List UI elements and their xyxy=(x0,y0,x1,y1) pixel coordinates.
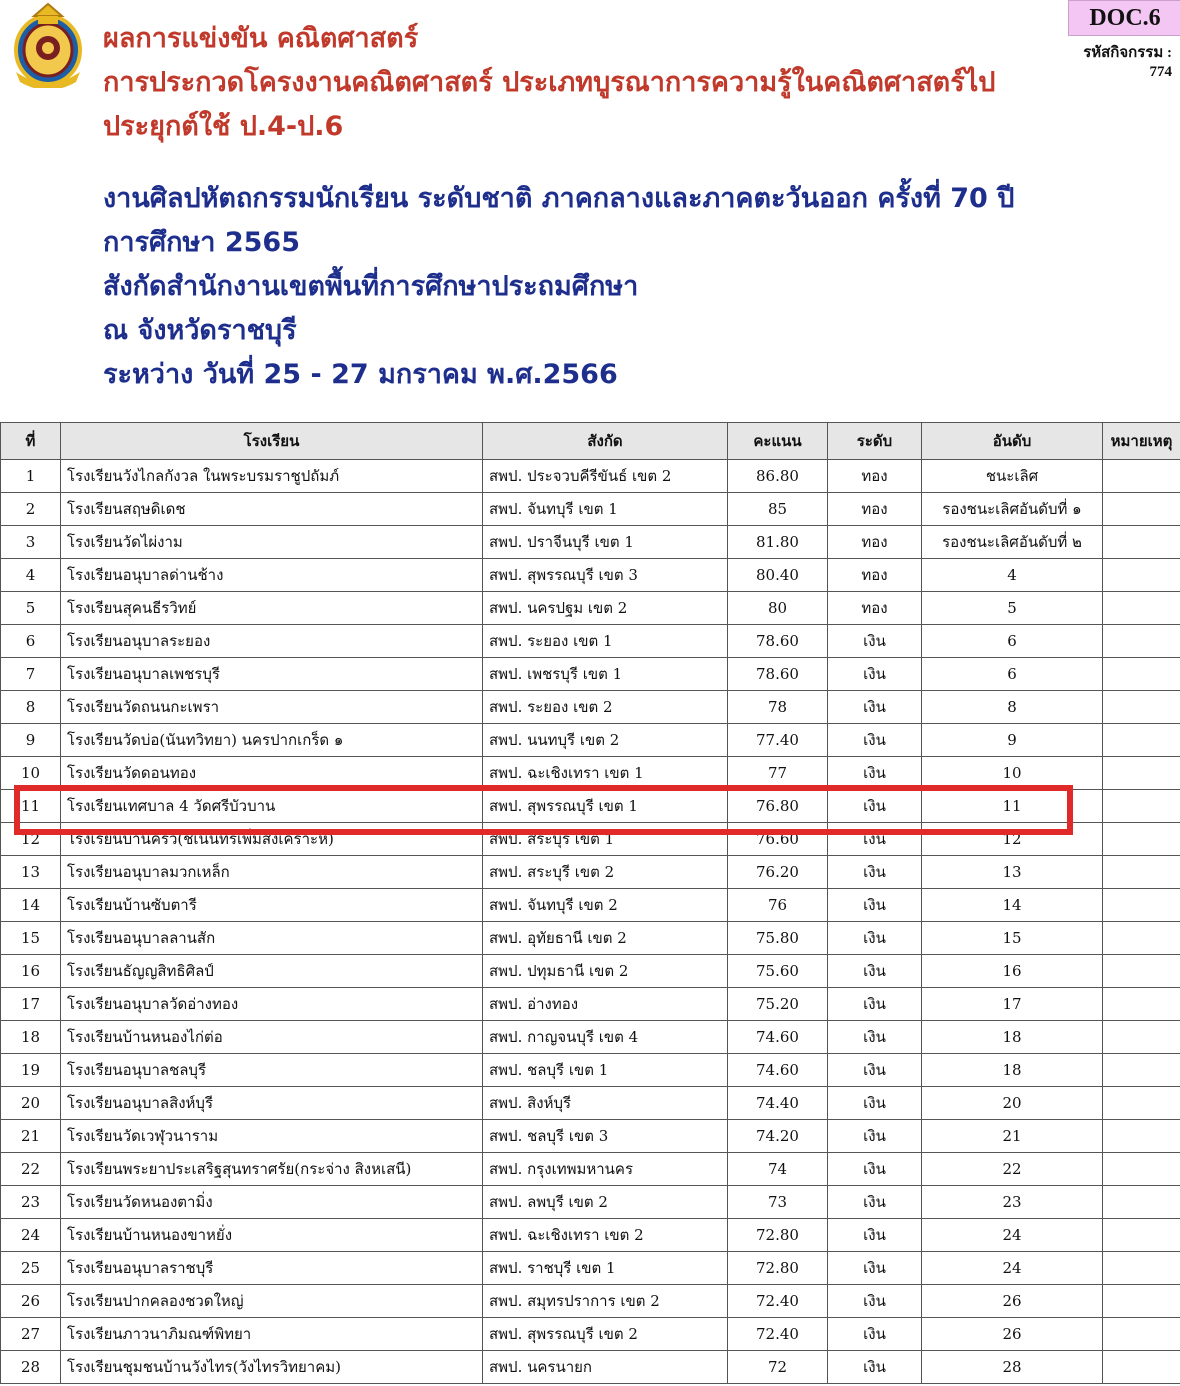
cell-affiliation: สพป. สุพรรณบุรี เขต 3 xyxy=(483,559,728,592)
cell-level: เงิน xyxy=(828,988,922,1021)
cell-school: โรงเรียนเทศบาล 4 วัดศรีบัวบาน xyxy=(61,790,483,823)
cell-remark xyxy=(1103,460,1180,493)
subtitle-line-4: ณ จังหวัดราชบุรี xyxy=(103,315,297,346)
cell-level: เงิน xyxy=(828,790,922,823)
cell-rank: 22 xyxy=(922,1153,1103,1186)
table-row xyxy=(1,460,1180,493)
table-row xyxy=(1,988,1180,1021)
cell-affiliation: สพป. ปทุมธานี เขต 2 xyxy=(483,955,728,988)
cell-rank: 24 xyxy=(922,1252,1103,1285)
subtitle-line-2: การศึกษา 2565 xyxy=(103,227,301,258)
cell-no: 23 xyxy=(1,1186,61,1219)
column-header-affiliation: สังกัด xyxy=(483,423,728,460)
cell-no: 13 xyxy=(1,856,61,889)
cell-remark xyxy=(1103,625,1180,658)
cell-affiliation: สพป. ฉะเชิงเทรา เขต 2 xyxy=(483,1219,728,1252)
table-row xyxy=(1,1087,1180,1120)
cell-affiliation: สพป. สระบุรี เขต 1 xyxy=(483,823,728,856)
cell-affiliation: สพป. กาญจนบุรี เขต 4 xyxy=(483,1021,728,1054)
table-row xyxy=(1,1285,1180,1318)
cell-score: 78 xyxy=(728,691,828,724)
cell-remark xyxy=(1103,559,1180,592)
cell-no: 2 xyxy=(1,493,61,526)
cell-affiliation: สพป. สุพรรณบุรี เขต 2 xyxy=(483,1318,728,1351)
cell-level: ทอง xyxy=(828,592,922,625)
cell-no: 18 xyxy=(1,1021,61,1054)
activity-code: 774 xyxy=(1149,64,1172,80)
cell-no: 17 xyxy=(1,988,61,1021)
table-row xyxy=(1,1186,1180,1219)
table-row xyxy=(1,1219,1180,1252)
column-header-school: โรงเรียน xyxy=(61,423,483,460)
cell-remark xyxy=(1103,790,1180,823)
cell-school: โรงเรียนอนุบาลเพชรบุรี xyxy=(61,658,483,691)
cell-level: เงิน xyxy=(828,1153,922,1186)
cell-school: โรงเรียนวัดหนองตามิ่ง xyxy=(61,1186,483,1219)
cell-rank: รองชนะเลิศอันดับที่ ๑ xyxy=(922,493,1103,526)
cell-rank: 8 xyxy=(922,691,1103,724)
emblem-logo xyxy=(8,2,88,88)
cell-score: 86.80 xyxy=(728,460,828,493)
cell-affiliation: สพป. สิงห์บุรี xyxy=(483,1087,728,1120)
cell-rank: 9 xyxy=(922,724,1103,757)
cell-remark xyxy=(1103,1087,1180,1120)
table-row xyxy=(1,691,1180,724)
cell-score: 76.80 xyxy=(728,790,828,823)
cell-school: โรงเรียนอนุบาลด่านช้าง xyxy=(61,559,483,592)
cell-rank: 23 xyxy=(922,1186,1103,1219)
cell-remark xyxy=(1103,691,1180,724)
cell-remark xyxy=(1103,1285,1180,1318)
cell-school: โรงเรียนวังไกลกังวล ในพระบรมราชูปถัมภ์ xyxy=(61,460,483,493)
cell-affiliation: สพป. กรุงเทพมหานคร xyxy=(483,1153,728,1186)
cell-level: เงิน xyxy=(828,1120,922,1153)
cell-no: 14 xyxy=(1,889,61,922)
cell-rank: 17 xyxy=(922,988,1103,1021)
cell-level: เงิน xyxy=(828,691,922,724)
cell-remark xyxy=(1103,1252,1180,1285)
cell-school: โรงเรียนบ้านซับตารี xyxy=(61,889,483,922)
cell-remark xyxy=(1103,1186,1180,1219)
cell-rank: รองชนะเลิศอันดับที่ ๒ xyxy=(922,526,1103,559)
cell-affiliation: สพป. สระบุรี เขต 2 xyxy=(483,856,728,889)
table-row xyxy=(1,625,1180,658)
cell-level: เงิน xyxy=(828,922,922,955)
cell-score: 74.60 xyxy=(728,1021,828,1054)
cell-score: 72.80 xyxy=(728,1252,828,1285)
cell-affiliation: สพป. ชลบุรี เขต 3 xyxy=(483,1120,728,1153)
cell-rank: 6 xyxy=(922,658,1103,691)
cell-no: 7 xyxy=(1,658,61,691)
cell-school: โรงเรียนบ้านหนองขาหยั่ง xyxy=(61,1219,483,1252)
table-row xyxy=(1,658,1180,691)
cell-rank: 18 xyxy=(922,1021,1103,1054)
cell-no: 9 xyxy=(1,724,61,757)
cell-remark xyxy=(1103,955,1180,988)
cell-level: เงิน xyxy=(828,823,922,856)
cell-remark xyxy=(1103,988,1180,1021)
table-row xyxy=(1,1351,1180,1384)
cell-affiliation: สพป. ชลบุรี เขต 1 xyxy=(483,1054,728,1087)
cell-school: โรงเรียนวัดไผ่งาม xyxy=(61,526,483,559)
cell-remark xyxy=(1103,1219,1180,1252)
cell-remark xyxy=(1103,1120,1180,1153)
cell-affiliation: สพป. จันทบุรี เขต 2 xyxy=(483,889,728,922)
cell-no: 3 xyxy=(1,526,61,559)
subtitle-line-5: ระหว่าง วันที่ 25 - 27 มกราคม พ.ศ.2566 xyxy=(103,359,618,390)
cell-score: 74.20 xyxy=(728,1120,828,1153)
cell-affiliation: สพป. นนทบุรี เขต 2 xyxy=(483,724,728,757)
cell-no: 28 xyxy=(1,1351,61,1384)
cell-no: 8 xyxy=(1,691,61,724)
cell-school: โรงเรียนวัดเวฬุวนาราม xyxy=(61,1120,483,1153)
cell-affiliation: สพป. ระยอง เขต 1 xyxy=(483,625,728,658)
cell-affiliation: สพป. นครนายก xyxy=(483,1351,728,1384)
subtitle-line-1: งานศิลปหัตถกรรมนักเรียน ระดับชาติ ภาคกลางและภาคตะวันออก ครั้งที่ 70 ปี xyxy=(103,183,1015,214)
cell-affiliation: สพป. ประจวบคีรีขันธ์ เขต 2 xyxy=(483,460,728,493)
cell-remark xyxy=(1103,1054,1180,1087)
table-row xyxy=(1,790,1180,823)
cell-rank: 21 xyxy=(922,1120,1103,1153)
cell-level: เงิน xyxy=(828,1087,922,1120)
cell-school: โรงเรียนชุมชนบ้านวังไทร(วังไทรวิทยาคม) xyxy=(61,1351,483,1384)
cell-no: 20 xyxy=(1,1087,61,1120)
cell-remark xyxy=(1103,1318,1180,1351)
cell-school: โรงเรียนภาวนาภิมณฑ์พิทยา xyxy=(61,1318,483,1351)
cell-rank: 5 xyxy=(922,592,1103,625)
cell-school: โรงเรียนอนุบาลระยอง xyxy=(61,625,483,658)
table-row xyxy=(1,757,1180,790)
cell-no: 12 xyxy=(1,823,61,856)
cell-level: ทอง xyxy=(828,460,922,493)
title-line-1: ผลการแข่งขัน คณิตศาสตร์ xyxy=(103,23,419,54)
cell-level: เงิน xyxy=(828,757,922,790)
cell-score: 76.20 xyxy=(728,856,828,889)
cell-rank: 18 xyxy=(922,1054,1103,1087)
activity-code-label: รหัสกิจกรรม : xyxy=(1083,45,1172,61)
cell-rank: ชนะเลิศ xyxy=(922,460,1103,493)
cell-no: 10 xyxy=(1,757,61,790)
cell-score: 75.80 xyxy=(728,922,828,955)
cell-school: โรงเรียนพระยาประเสริฐสุนทราศรัย(กระจ่าง สิงหเสนี) xyxy=(61,1153,483,1186)
cell-no: 27 xyxy=(1,1318,61,1351)
cell-school: โรงเรียนอนุบาลสิงห์บุรี xyxy=(61,1087,483,1120)
cell-affiliation: สพป. นครปฐม เขต 2 xyxy=(483,592,728,625)
title-line-3: ประยุกต์ใช้ ป.4-ป.6 xyxy=(103,111,344,142)
cell-remark xyxy=(1103,493,1180,526)
cell-school: โรงเรียนบ้านหนองไก่ต่อ xyxy=(61,1021,483,1054)
table-row xyxy=(1,724,1180,757)
cell-level: เงิน xyxy=(828,724,922,757)
cell-no: 1 xyxy=(1,460,61,493)
cell-level: เงิน xyxy=(828,856,922,889)
cell-no: 24 xyxy=(1,1219,61,1252)
cell-affiliation: สพป. ปราจีนบุรี เขต 1 xyxy=(483,526,728,559)
cell-rank: 20 xyxy=(922,1087,1103,1120)
cell-no: 22 xyxy=(1,1153,61,1186)
cell-school: โรงเรียนวัดถนนกะเพรา xyxy=(61,691,483,724)
title-line-2: การประกวดโครงงานคณิตศาสตร์ ประเภทบูรณาการความรู้ในคณิตศาสตร์ไป xyxy=(103,67,996,98)
cell-level: เงิน xyxy=(828,1219,922,1252)
cell-rank: 13 xyxy=(922,856,1103,889)
table-row xyxy=(1,823,1180,856)
cell-remark xyxy=(1103,823,1180,856)
column-header-remark: หมายเหตุ xyxy=(1103,423,1180,460)
cell-no: 15 xyxy=(1,922,61,955)
cell-score: 80.40 xyxy=(728,559,828,592)
cell-score: 73 xyxy=(728,1186,828,1219)
table-row xyxy=(1,1021,1180,1054)
cell-score: 77.40 xyxy=(728,724,828,757)
cell-school: โรงเรียนอนุบาลวัดอ่างทอง xyxy=(61,988,483,1021)
cell-remark xyxy=(1103,1021,1180,1054)
cell-score: 78.60 xyxy=(728,625,828,658)
table-header-row xyxy=(1,423,1180,460)
cell-school: โรงเรียนสฤษดิเดช xyxy=(61,493,483,526)
cell-affiliation: สพป. ระยอง เขต 2 xyxy=(483,691,728,724)
cell-rank: 24 xyxy=(922,1219,1103,1252)
cell-rank: 10 xyxy=(922,757,1103,790)
cell-score: 74.40 xyxy=(728,1087,828,1120)
cell-level: เงิน xyxy=(828,1021,922,1054)
column-header-no: ที่ xyxy=(1,423,61,460)
cell-no: 19 xyxy=(1,1054,61,1087)
cell-school: โรงเรียนอนุบาลชลบุรี xyxy=(61,1054,483,1087)
cell-level: ทอง xyxy=(828,526,922,559)
cell-no: 16 xyxy=(1,955,61,988)
cell-school: โรงเรียนอนุบาลมวกเหล็ก xyxy=(61,856,483,889)
cell-level: ทอง xyxy=(828,493,922,526)
cell-rank: 16 xyxy=(922,955,1103,988)
cell-affiliation: สพป. อุทัยธานี เขต 2 xyxy=(483,922,728,955)
table-row xyxy=(1,493,1180,526)
cell-school: โรงเรียนบ้านครัว(ชเนนทร์เพิ่มสงเคราะห์) xyxy=(61,823,483,856)
cell-rank: 6 xyxy=(922,625,1103,658)
cell-remark xyxy=(1103,856,1180,889)
column-header-rank: อันดับ xyxy=(922,423,1103,460)
cell-no: 11 xyxy=(1,790,61,823)
cell-score: 74.60 xyxy=(728,1054,828,1087)
table-row xyxy=(1,1252,1180,1285)
subtitle-line-3: สังกัดสำนักงานเขตพื้นที่การศึกษาประถมศึกษา xyxy=(103,271,639,302)
results-table xyxy=(0,422,1180,1384)
cell-remark xyxy=(1103,592,1180,625)
cell-school: โรงเรียนวัดดอนทอง xyxy=(61,757,483,790)
table-row xyxy=(1,955,1180,988)
cell-rank: 11 xyxy=(922,790,1103,823)
cell-score: 72.80 xyxy=(728,1219,828,1252)
cell-remark xyxy=(1103,1153,1180,1186)
cell-rank: 26 xyxy=(922,1318,1103,1351)
cell-no: 5 xyxy=(1,592,61,625)
table-row xyxy=(1,1054,1180,1087)
cell-remark xyxy=(1103,889,1180,922)
cell-rank: 14 xyxy=(922,889,1103,922)
cell-no: 4 xyxy=(1,559,61,592)
cell-score: 74 xyxy=(728,1153,828,1186)
cell-score: 85 xyxy=(728,493,828,526)
cell-affiliation: สพป. อ่างทอง xyxy=(483,988,728,1021)
cell-rank: 15 xyxy=(922,922,1103,955)
cell-score: 81.80 xyxy=(728,526,828,559)
cell-level: เงิน xyxy=(828,1285,922,1318)
cell-school: โรงเรียนอนุบาลลานสัก xyxy=(61,922,483,955)
cell-score: 75.20 xyxy=(728,988,828,1021)
table-row xyxy=(1,592,1180,625)
cell-score: 75.60 xyxy=(728,955,828,988)
cell-score: 72.40 xyxy=(728,1285,828,1318)
cell-remark xyxy=(1103,526,1180,559)
cell-school: โรงเรียนปากคลองชวดใหญ่ xyxy=(61,1285,483,1318)
cell-remark xyxy=(1103,724,1180,757)
cell-rank: 4 xyxy=(922,559,1103,592)
table-row xyxy=(1,1318,1180,1351)
cell-score: 72.40 xyxy=(728,1318,828,1351)
cell-level: เงิน xyxy=(828,1318,922,1351)
column-header-level: ระดับ xyxy=(828,423,922,460)
document-badge: DOC.6 xyxy=(1068,0,1180,36)
cell-level: เงิน xyxy=(828,1252,922,1285)
cell-affiliation: สพป. ฉะเชิงเทรา เขต 1 xyxy=(483,757,728,790)
table-row xyxy=(1,526,1180,559)
cell-school: โรงเรียนอนุบาลราชบุรี xyxy=(61,1252,483,1285)
cell-remark xyxy=(1103,658,1180,691)
cell-no: 21 xyxy=(1,1120,61,1153)
column-header-score: คะแนน xyxy=(728,423,828,460)
cell-no: 25 xyxy=(1,1252,61,1285)
table-row xyxy=(1,559,1180,592)
cell-score: 76 xyxy=(728,889,828,922)
cell-score: 77 xyxy=(728,757,828,790)
cell-rank: 28 xyxy=(922,1351,1103,1384)
cell-score: 72 xyxy=(728,1351,828,1384)
cell-score: 78.60 xyxy=(728,658,828,691)
cell-no: 6 xyxy=(1,625,61,658)
cell-affiliation: สพป. สมุทรปราการ เขต 2 xyxy=(483,1285,728,1318)
cell-affiliation: สพป. เพชรบุรี เขต 1 xyxy=(483,658,728,691)
cell-remark xyxy=(1103,1351,1180,1384)
table-row xyxy=(1,1153,1180,1186)
cell-level: เงิน xyxy=(828,955,922,988)
cell-level: ทอง xyxy=(828,559,922,592)
cell-score: 80 xyxy=(728,592,828,625)
table-row xyxy=(1,922,1180,955)
cell-remark xyxy=(1103,757,1180,790)
table-row xyxy=(1,889,1180,922)
cell-affiliation: สพป. สุพรรณบุรี เขต 1 xyxy=(483,790,728,823)
cell-level: เงิน xyxy=(828,625,922,658)
cell-level: เงิน xyxy=(828,1054,922,1087)
cell-affiliation: สพป. ลพบุรี เขต 2 xyxy=(483,1186,728,1219)
table-row xyxy=(1,1120,1180,1153)
cell-school: โรงเรียนธัญญสิทธิศิลป์ xyxy=(61,955,483,988)
cell-remark xyxy=(1103,922,1180,955)
cell-affiliation: สพป. จันทบุรี เขต 1 xyxy=(483,493,728,526)
cell-rank: 12 xyxy=(922,823,1103,856)
cell-level: เงิน xyxy=(828,889,922,922)
cell-level: เงิน xyxy=(828,1351,922,1384)
cell-score: 76.60 xyxy=(728,823,828,856)
cell-rank: 26 xyxy=(922,1285,1103,1318)
table-row xyxy=(1,856,1180,889)
cell-level: เงิน xyxy=(828,658,922,691)
cell-affiliation: สพป. ราชบุรี เขต 1 xyxy=(483,1252,728,1285)
cell-school: โรงเรียนวัดบ่อ(นันทวิทยา) นครปากเกร็ด ๑ xyxy=(61,724,483,757)
cell-school: โรงเรียนสุคนธีรวิทย์ xyxy=(61,592,483,625)
cell-level: เงิน xyxy=(828,1186,922,1219)
cell-no: 26 xyxy=(1,1285,61,1318)
